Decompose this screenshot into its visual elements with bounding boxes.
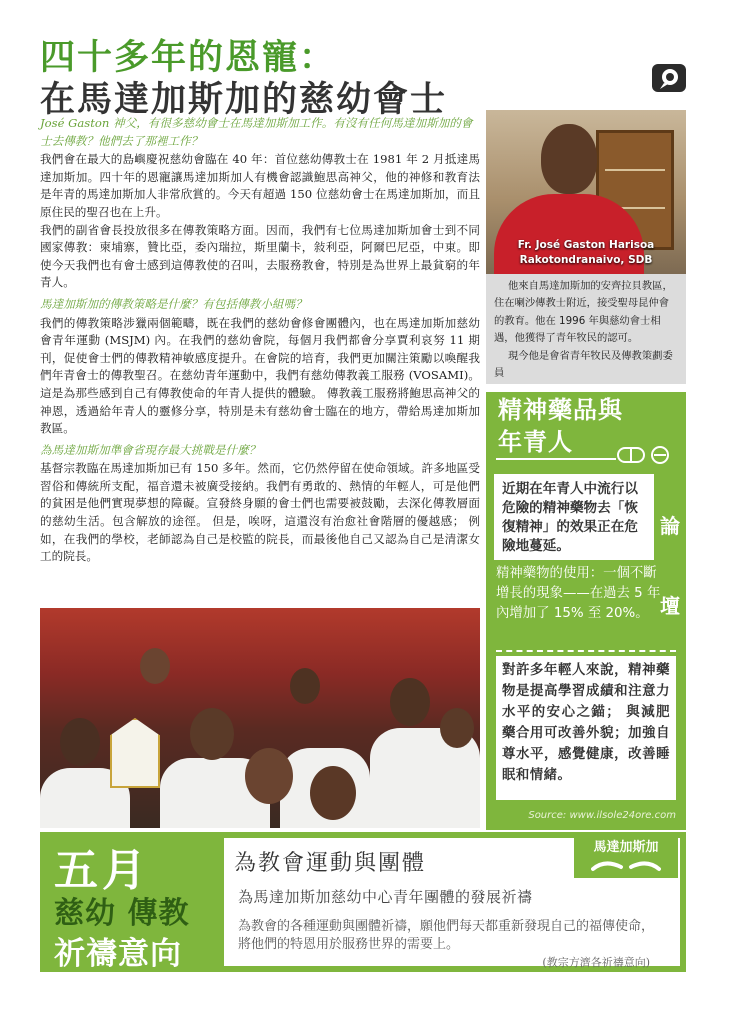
footer-reference: (教宗方濟各祈禱意向): [542, 956, 650, 969]
side-char-lun: 論: [660, 514, 680, 538]
footer-line3: 祈禱意向: [54, 936, 182, 972]
stat-text: 精神藥物的使用：一個不斷增長的現象——在過去 5 年內增加了 15% 至 20%。: [496, 566, 661, 621]
dashed-divider: [496, 650, 676, 652]
photo-face: [290, 668, 320, 704]
hands-icon: [591, 857, 661, 875]
article-body: [40, 115, 480, 566]
bio-text-1: 他來自馬達加斯加的安齊拉貝教區，住在喇沙傳教士附近，接受聖母昆仲會的教育。他在 1996 年與慈幼會士相遇，他獲得了青年牧民的認可。: [494, 280, 673, 345]
footer-line2: 慈幼 傳教: [54, 896, 190, 931]
title-part2: 恩寵：: [225, 38, 337, 78]
photo-face: [245, 748, 293, 804]
divider: [496, 458, 616, 460]
photo-face: [60, 718, 100, 766]
footer-label: [40, 832, 218, 972]
answer-3: 基督宗教臨在馬達加斯加已有 150 多年。然而，它仍然停留在使命領域。許多地區受習俗和傳統所支配，福音還未被廣受接納。我們有勇敢的、熱情的年輕人，可是他們的貧困是他們實現夢想的障礙。宣發終身願的會士們也需要被鼓勵，去深化傳教層面的慈幼生活。包含解放的途徑。 但是，唉呀，這還沒有治愈社會階層的優越感； 例如，在我們的學校，老師認為自己是校監的院長，而最後他自己又認為自己是清潔女工的院長。: [40, 461, 480, 564]
source-credit: Source: www.ilsole24ore.com: [528, 810, 676, 821]
photo-face: [190, 708, 234, 760]
footer-month: 五月: [54, 845, 150, 896]
photo-face: [440, 708, 474, 748]
pills-icon: [616, 442, 682, 468]
portrait-caption: [486, 238, 686, 268]
page-title-line2: 在馬達加斯加的慈幼會士: [40, 80, 448, 120]
question-1: José Gaston 神父，有很多慈幼會士在馬達加斯加工作。有沒有任何馬達加斯加的會士去傳教？他們去了那裡工作？: [40, 116, 473, 148]
bio-box: [486, 274, 686, 384]
answer-2: 我們的傳教策略涉獵兩個範疇，既在我們的慈幼會修會團體內，也在馬達加斯加慈幼會青年運動 (MSJM) 內。在我們的慈幼會院，每個月我們都會分享賈利哀努 11 期刊，促使會士們的傳教精神敏感度提升。在會院的培育，我們更加關注策勵以喚醒我們年青會士的傳教聖召。在慈幼青年運動中，我們有慈幼傳教義工服務 (VOSAMI)。 這是為那些感到自己有傳教使命的年青人提供的體驗。 傳教義工服務將鮑思高神父的神恩，透過給年青人的靈修分享，特別是未有慈幼會士臨在的地方，帶給馬達加斯加教區。: [40, 315, 480, 436]
info-box: 對許多年輕人來說，精神藥物是提高學習成績和注意力水平的安心之錨； 與減肥藥合用可改善外貌；加強自尊水平，感覺健康，改善睡眠和情緒。: [496, 656, 676, 800]
title-part1: 四十多年的: [40, 38, 226, 78]
person-head: [541, 124, 597, 194]
portrait-photo: [486, 110, 686, 274]
side-panel: [486, 392, 686, 830]
side-char-tan: 壇: [660, 594, 680, 618]
footer-subheading: 為馬達加斯加慈幼中心青年團體的發展祈禱: [238, 888, 533, 906]
crowd-photo: [40, 608, 480, 828]
speech-bubble-icon: [652, 64, 686, 92]
caption-line1: Fr. José Gaston Harisoa: [517, 239, 655, 251]
photo-face: [310, 766, 356, 820]
question-2: 馬達加斯加的傳教策略是什麼？有包括傳教小組嗎？: [40, 296, 307, 311]
country-tag: 馬達加斯加: [574, 834, 678, 878]
footer-heading: 為教會運動與團體: [234, 851, 427, 876]
answer-1b: 我們的副省會長投放很多在傳教策略方面。因而，我們有七位馬達加斯加會士到不同國家傳教：柬埔寨，贊比亞，委內瑞拉，斯里蘭卡，敍利亞，阿爾巴尼亞，中東。即使今天我們也有會士感到這傳教使的召叫，去服務教會，特別是為世界上最貧窮的年青人。: [40, 222, 480, 290]
bio-text-2: 現今他是會省青年牧民及傳教策劃委員: [494, 349, 673, 380]
photo-face: [140, 648, 170, 684]
caption-line2: Rakotondranaivo, SDB: [519, 254, 653, 266]
prayer-intention-footer: [40, 832, 686, 972]
footer-text: 為教會的各種運動與團體祈禱，願他們每天都重新發現自己的福傳使命，將他們的特恩用於服務世界的需要上。: [238, 919, 655, 952]
question-3: 為馬達加斯加準會省現存最大挑戰是什麼？: [40, 442, 261, 457]
photo-face: [390, 678, 430, 726]
answer-1a: 我們會在最大的島嶼慶祝慈幼會臨在 40 年：首位慈幼傳教士在 1981 年 2 月抵達馬達加斯加。四十年的恩寵讓馬達加斯加人有機會認識鮑思高神父，他的神修和教育法是年青的馬達加斯加人非常欣賞的。今天有超過 150 位慈幼會士在馬達加斯加，而且原住民的聖召也在上升。: [40, 152, 480, 219]
side-panel-title: 精神藥品與 年青人: [498, 396, 623, 456]
highlight-box: 近期在年青人中流行以危險的精神藥物去「恢復精神」的效果正在危險地蔓延。: [494, 474, 654, 560]
bishop-mitre: [110, 718, 160, 788]
